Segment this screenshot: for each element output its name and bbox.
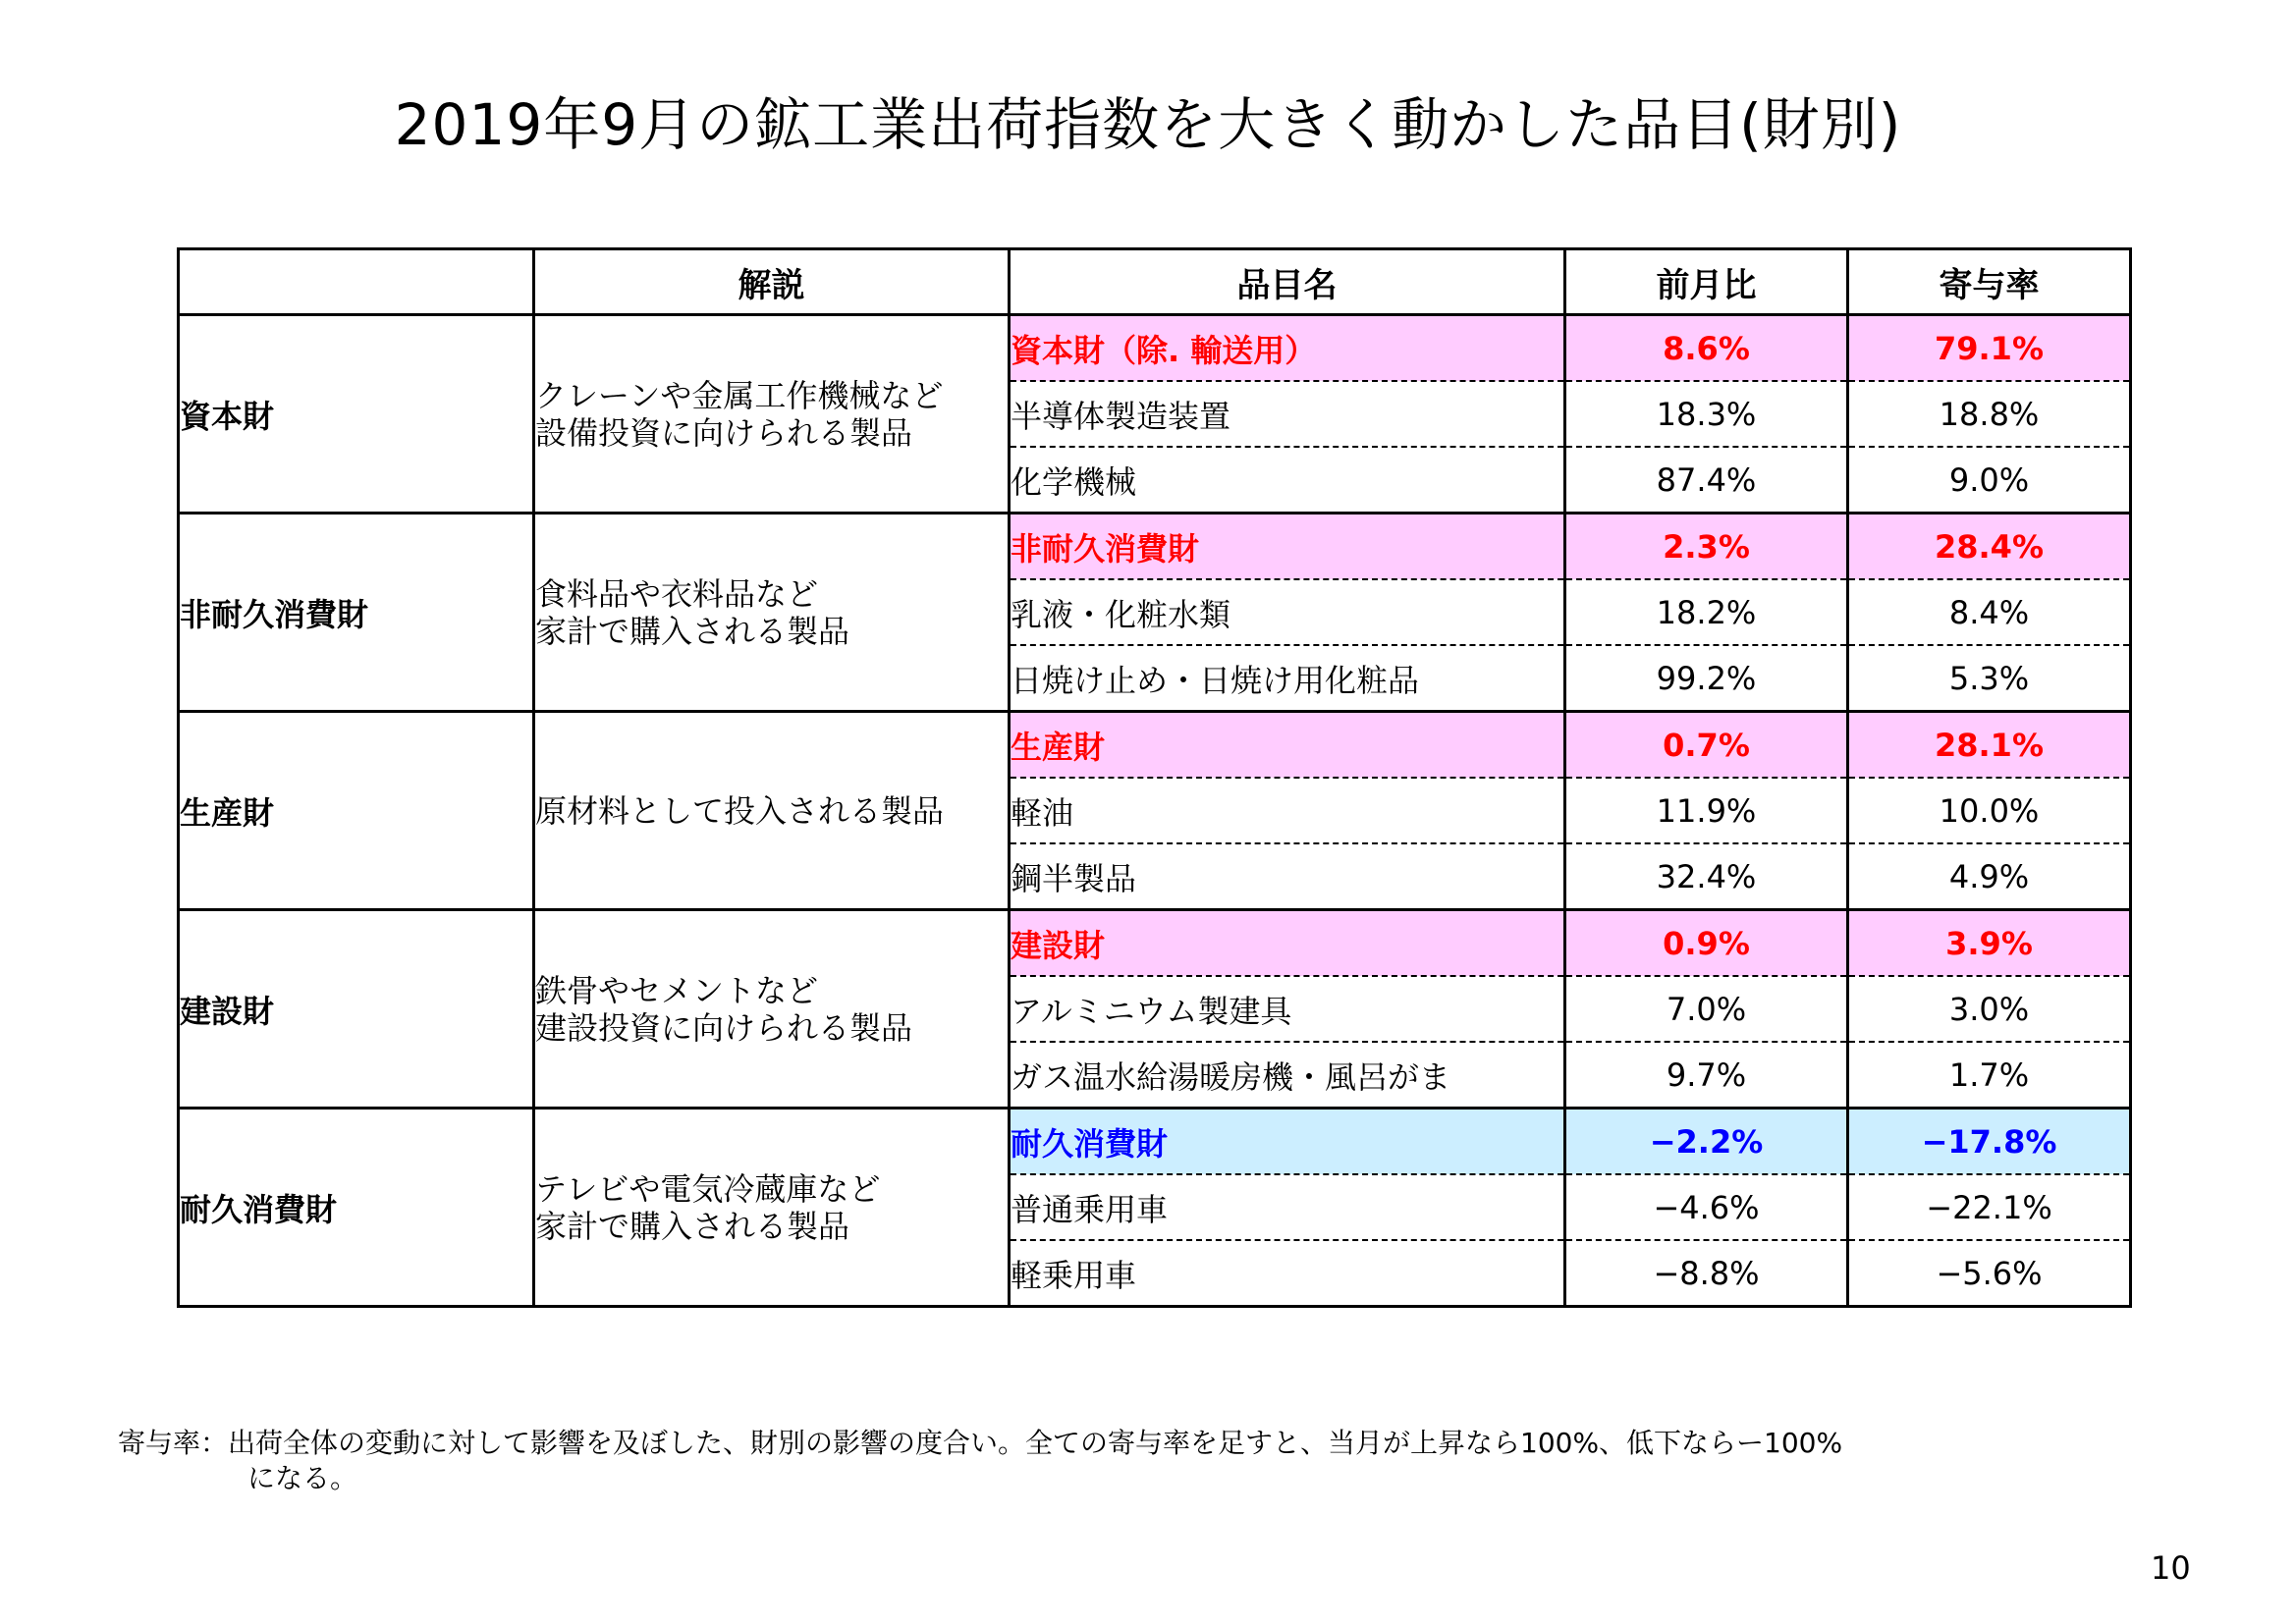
item-mom: 18.2% (1565, 579, 1848, 645)
item-name: 化学機械 (1010, 447, 1565, 514)
item-mom: 9.7% (1565, 1042, 1848, 1109)
summary-item-name: 耐久消費財 (1010, 1109, 1565, 1175)
summary-contribution: 79.1% (1848, 315, 2131, 382)
item-mom: 32.4% (1565, 843, 1848, 910)
category-label: 耐久消費財 (179, 1109, 534, 1307)
category-label: 非耐久消費財 (179, 514, 534, 712)
category-label: 生産財 (179, 712, 534, 910)
item-name: 乳液・化粧水類 (1010, 579, 1565, 645)
page-title: 2019年9月の鉱工業出荷指数を大きく動かした品目(財別) (394, 91, 1902, 158)
item-name: 普通乗用車 (1010, 1174, 1565, 1240)
item-contribution: 10.0% (1848, 778, 2131, 843)
item-name: 軽油 (1010, 778, 1565, 843)
item-contribution: 3.0% (1848, 976, 2131, 1042)
item-mom: −8.8% (1565, 1240, 1848, 1307)
item-name: 鋼半製品 (1010, 843, 1565, 910)
item-mom: −4.6% (1565, 1174, 1848, 1240)
item-contribution: −5.6% (1848, 1240, 2131, 1307)
footnote-line-continued: になる。 (247, 1462, 358, 1494)
table-row-summary (179, 1109, 2131, 1175)
table-row-summary (179, 514, 2131, 580)
header-description: 解説 (534, 249, 1010, 315)
summary-mom: 0.9% (1565, 910, 1848, 977)
item-contribution: 1.7% (1848, 1042, 2131, 1109)
item-name: ガス温水給湯暖房機・風呂がま (1010, 1042, 1565, 1109)
table-row-summary (179, 910, 2131, 977)
item-mom: 18.3% (1565, 381, 1848, 447)
category-label: 建設財 (179, 910, 534, 1109)
table-header-row (179, 249, 2131, 315)
summary-item-name: 非耐久消費財 (1010, 514, 1565, 580)
item-name: 軽乗用車 (1010, 1240, 1565, 1307)
header-category (179, 249, 534, 315)
item-mom: 11.9% (1565, 778, 1848, 843)
summary-item-name: 資本財（除. 輸送用） (1010, 315, 1565, 382)
item-contribution: −22.1% (1848, 1174, 2131, 1240)
page-number: 10 (2151, 1549, 2191, 1587)
item-contribution: 18.8% (1848, 381, 2131, 447)
summary-contribution: 3.9% (1848, 910, 2131, 977)
category-description: 原材料として投入される製品 (534, 712, 1010, 910)
item-mom: 87.4% (1565, 447, 1848, 514)
header-contribution: 寄与率 (1848, 249, 2131, 315)
category-description: 鉄骨やセメントなど 建設投資に向けられる製品 (534, 910, 1010, 1109)
category-description: テレビや電気冷蔵庫など 家計で購入される製品 (534, 1109, 1010, 1307)
summary-contribution: −17.8% (1848, 1109, 2131, 1175)
summary-item-name: 建設財 (1010, 910, 1565, 977)
item-name: 半導体製造装置 (1010, 381, 1565, 447)
header-item-name: 品目名 (1010, 249, 1565, 315)
item-name: アルミニウム製建具 (1010, 976, 1565, 1042)
summary-mom: 0.7% (1565, 712, 1848, 779)
item-mom: 99.2% (1565, 645, 1848, 712)
summary-item-name: 生産財 (1010, 712, 1565, 779)
summary-mom: 8.6% (1565, 315, 1848, 382)
goods-contribution-table (177, 247, 2132, 1308)
table-row-summary (179, 712, 2131, 779)
summary-mom: 2.3% (1565, 514, 1848, 580)
item-name: 日焼け止め・日焼け用化粧品 (1010, 645, 1565, 712)
footnote (118, 1426, 1842, 1496)
category-description: 食料品や衣料品など 家計で購入される製品 (534, 514, 1010, 712)
summary-contribution: 28.1% (1848, 712, 2131, 779)
item-contribution: 8.4% (1848, 579, 2131, 645)
item-contribution: 4.9% (1848, 843, 2131, 910)
header-mom-change: 前月比 (1565, 249, 1848, 315)
item-contribution: 5.3% (1848, 645, 2131, 712)
item-contribution: 9.0% (1848, 447, 2131, 514)
item-mom: 7.0% (1565, 976, 1848, 1042)
table-row-summary (179, 315, 2131, 382)
summary-contribution: 28.4% (1848, 514, 2131, 580)
footnote-line: 寄与率：出荷全体の変動に対して影響を及ぼした、財別の影響の度合い。全ての寄与率を足すと、当月が上昇なら100%、低下ならー100% (118, 1427, 1843, 1459)
category-description: クレーンや金属工作機械など 設備投資に向けられる製品 (534, 315, 1010, 514)
category-label: 資本財 (179, 315, 534, 514)
summary-mom: −2.2% (1565, 1109, 1848, 1175)
